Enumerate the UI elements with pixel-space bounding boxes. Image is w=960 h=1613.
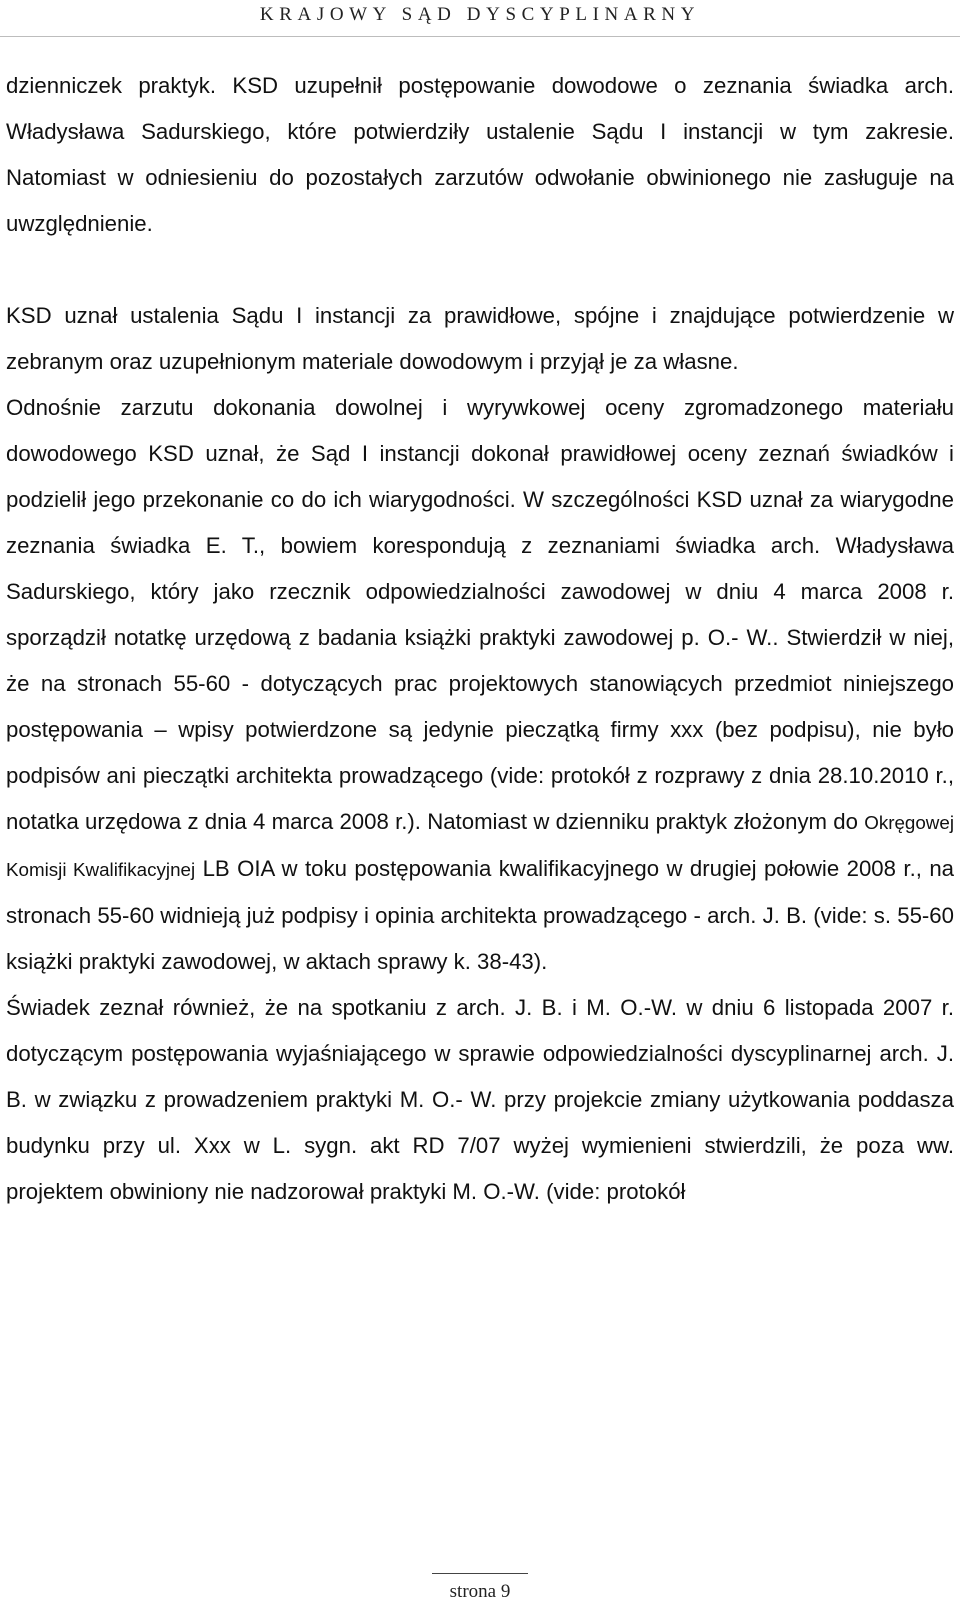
paragraph-2: KSD uznał ustalenia Sądu I instancji za prawidłowe, spójne i znajdujące potwierdzenie w zebranym oraz uzupełnionym materiale dowodowym i przyjął je za własne. [6,303,954,374]
header-divider [0,36,960,37]
paragraph-3-part-2: LB OIA w toku postępowania kwalifikacyjnego w drugiej połowie 2008 r., na stronach 55-60 widnieją już podpisy i opinia architekta prowadzącego - arch. J. B. (vide: s. 55-60 książki praktyki zawodowej, w aktach sprawy k. 38-43). [6,856,954,974]
page-number: strona 9 [449,1581,511,1602]
paragraph-3 [6,385,954,985]
document-body [6,63,954,1215]
paragraph-3-part-1: Odnośnie zarzutu dokonania dowolnej i wyrywkowej oceny zgromadzonego materiału dowodowego KSD uznał, że Sąd I instancji dokonał prawidłowej oceny zeznań świadków i podzielił jego przekonanie co do ich wiarygodności. W szczególności KSD uznał za wiarygodne zeznania świadka E. T., bowiem korespondują z zeznaniami świadka arch. Władysława Sadurskiego, który jako rzecznik odpowiedzialności zawodowej w dniu 4 marca 2008 r. sporządził notatkę urzędową z badania książki praktyki zawodowej p. O.- W.. Stwierdził w niej, że na stronach 55-60 - dotyczących prac projektowych stanowiących przedmiot niniejszego postępowania – wpisy potwierdzone są jedynie pieczątką firmy xxx (bez podpisu), nie było podpisów ani pieczątki architekta prowadzącego (vide: protokół z rozprawy z dnia 28.10.2010 r., notatka urzędowa z dnia 4 marca 2008 r.). Natomiast w dzienniku praktyk złożonym do [6,395,954,834]
commission-name: Okręgowej Komisji Kwalifikacyjnej [6,812,954,880]
paragraph-gap [6,247,954,293]
running-header: KRAJOWY SĄD DYSCYPLINARNY [259,4,701,25]
paragraph-1: dzienniczek praktyk. KSD uzupełnił postępowanie dowodowe o zeznania świadka arch. Władysława Sadurskiego, które potwierdziły ustalenie Sądu I instancji w tym zakresie. Natomiast w odniesieniu do pozostałych zarzutów odwołanie obwinionego nie zasługuje na uwzględnienie. [6,73,954,236]
footer-divider [432,1573,528,1574]
paragraph-4: Świadek zeznał również, że na spotkaniu z arch. J. B. i M. O.-W. w dniu 6 listopada 2007 r. dotyczącym postępowania wyjaśniającego w sprawie odpowiedzialności dyscyplinarnej arch. J. B. w związku z prowadzeniem praktyki M. O.- W. przy projekcie zmiany użytkowania poddasza budynku przy ul. Xxx w L. sygn. akt RD 7/07 wyżej wymienieni stwierdzili, że poza ww. projektem obwiniony nie nadzorował praktyki M. O.-W. (vide: protokół [6,995,954,1204]
